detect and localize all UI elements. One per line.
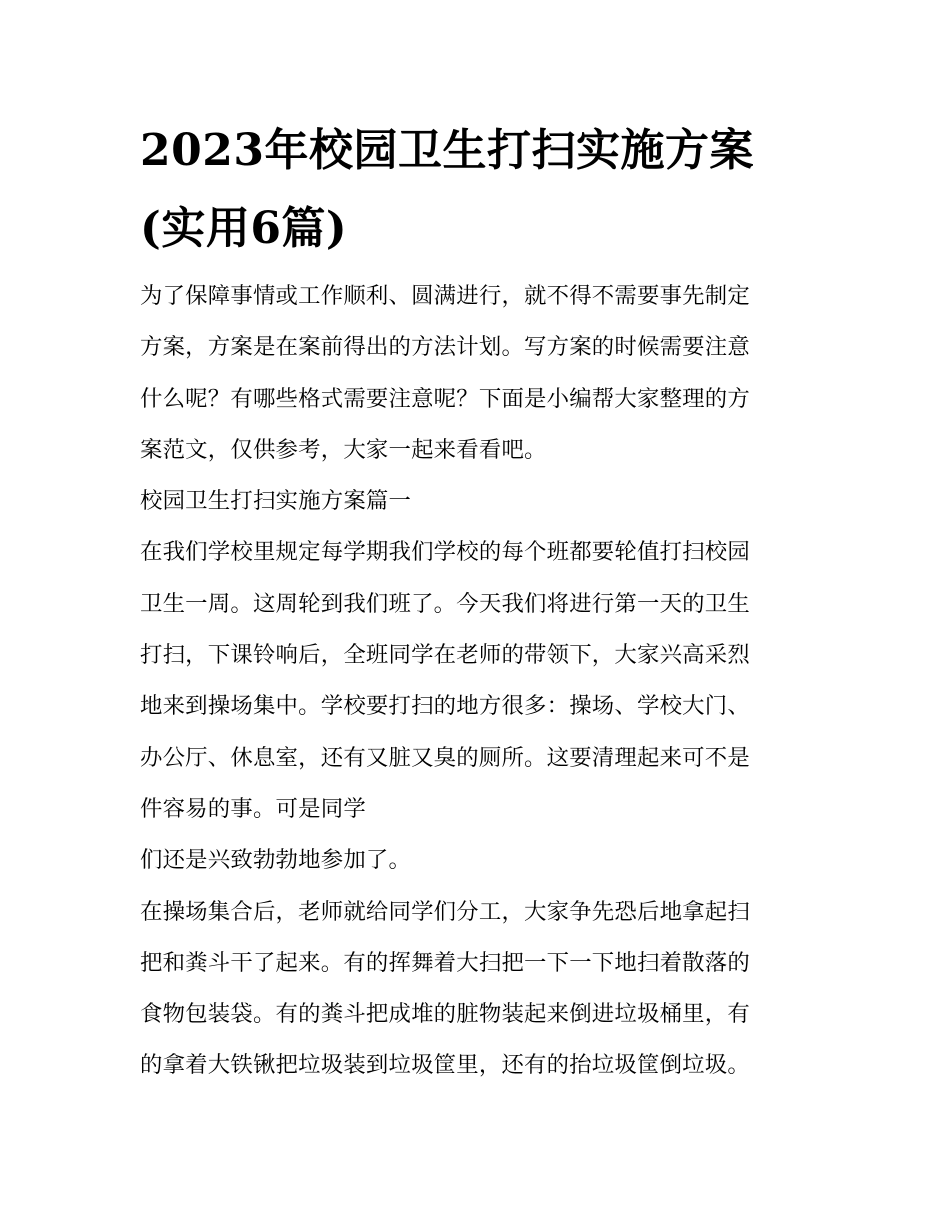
text-line: 打扫，下课铃响后，全班同学在老师的带领下，大家兴高采烈 [140, 642, 750, 669]
text-line: 方案，方案是在案前得出的方法计划。写方案的时候需要注意 [140, 334, 750, 361]
section-heading [140, 476, 812, 527]
body-paragraph [140, 835, 812, 886]
text-line: 办公厅、休息室，还有又脏又臭的厕所。这要清理起来可不是 [140, 744, 750, 771]
document-page [140, 112, 812, 1092]
text-line: 案范文，仅供参考，大家一起来看看吧。 [140, 436, 547, 463]
text-line: 在操场集合后，老师就给同学们分工，大家争先恐后地拿起扫 [140, 898, 750, 925]
body-paragraph [140, 527, 812, 835]
body-paragraph [140, 887, 812, 1092]
text-line: 们还是兴致勃勃地参加了。 [140, 847, 412, 874]
text-line: 件容易的事。可是同学 [140, 795, 366, 822]
text-line: 在我们学校里规定每学期我们学校的每个班都要轮值打扫校园 [140, 539, 750, 566]
document-title [140, 112, 812, 268]
text-line: 食物包装袋。有的粪斗把成堆的脏物装起来倒进垃圾桶里，有 [140, 1001, 750, 1028]
text-line: 的拿着大铁锹把垃圾装到垃圾筐里，还有的抬垃圾筐倒垃圾。 [140, 1052, 750, 1079]
title-line: (实用6篇) [140, 203, 348, 254]
text-line: 卫生一周。这周轮到我们班了。今天我们将进行第一天的卫生 [140, 590, 750, 617]
text-line: 校园卫生打扫实施方案篇一 [140, 488, 412, 515]
text-line: 什么呢？有哪些格式需要注意呢？下面是小编帮大家整理的方 [140, 385, 750, 412]
intro-paragraph [140, 271, 812, 476]
document-body [140, 271, 812, 1092]
text-line: 把和粪斗干了起来。有的挥舞着大扫把一下一下地扫着散落的 [140, 949, 750, 976]
text-line: 地来到操场集中。学校要打扫的地方很多：操场、学校大门、 [140, 693, 750, 720]
text-line: 为了保障事情或工作顺利、圆满进行，就不得不需要事先制定 [140, 283, 750, 309]
title-line: 2023年校园卫生打扫实施方案 [140, 125, 754, 176]
